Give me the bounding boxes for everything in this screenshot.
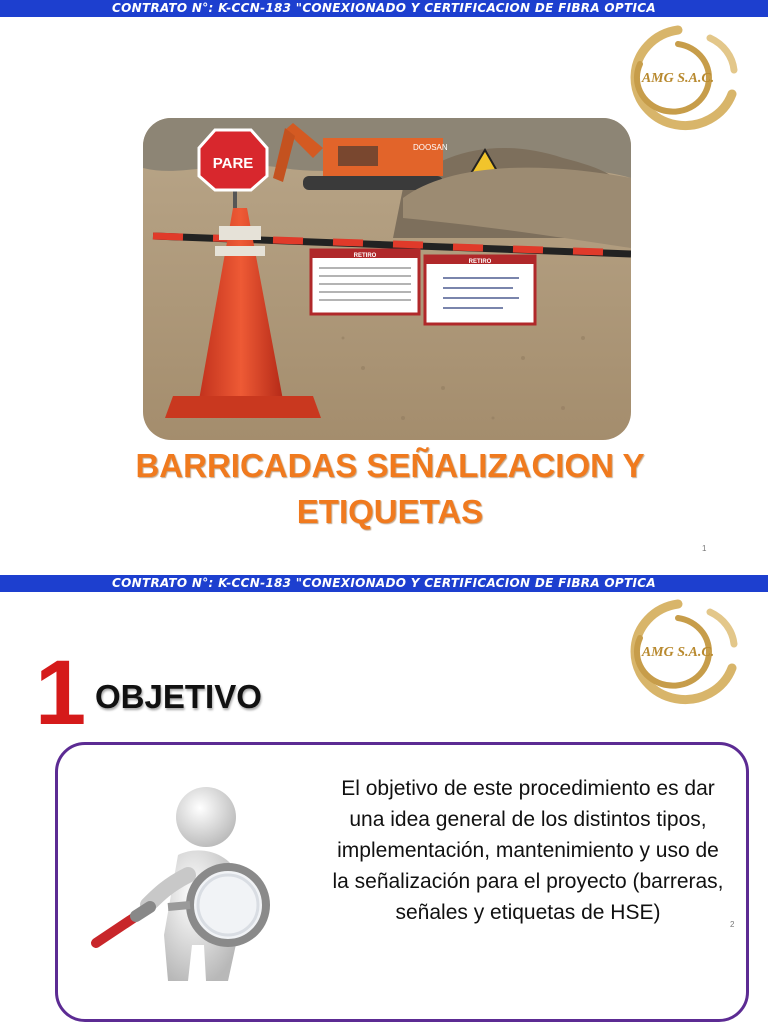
- stop-sign-text: PARE: [212, 155, 254, 172]
- slide-2: [0, 575, 768, 1024]
- barricade-photo: [143, 118, 631, 440]
- slide-title: [40, 443, 740, 535]
- card-left-header: RETIRO: [353, 253, 377, 259]
- slide-title-line-1: BARRICADAS SEÑALIZACION Y: [135, 447, 645, 484]
- logo-text: AMG S.A.C.: [641, 71, 715, 86]
- card-right-header: RETIRO: [468, 259, 492, 265]
- amg-logo: [612, 24, 744, 132]
- section-title: OBJETIVO: [95, 678, 262, 715]
- objective-box: [55, 742, 749, 1022]
- contract-banner: CONTRATO N°: K-CCN-183 "CONEXIONADO Y CERTIFICACION DE FIBRA OPTICA: [0, 575, 768, 592]
- contract-banner: CONTRATO N°: K-CCN-183 "CONEXIONADO Y CERTIFICACION DE FIBRA OPTICA: [0, 0, 768, 17]
- amg-logo: [612, 598, 744, 706]
- info-card-left: [311, 250, 419, 314]
- page-number: 2: [730, 920, 735, 929]
- info-card-right: [425, 256, 535, 324]
- objective-text: El objetivo de este procedimiento es dar una idea general de los distintos tipos, implementación, mantenimiento y uso de la señalización para el proyecto (barreras, señales y etiquetas de HSE): [332, 777, 724, 924]
- slide-title-line-2: ETIQUETAS: [296, 493, 484, 530]
- magnifier-figure-icon: [88, 775, 288, 985]
- section-number: 1: [35, 642, 87, 744]
- logo-text: AMG S.A.C.: [641, 645, 715, 660]
- excavator-brand: DOOSAN: [413, 143, 448, 152]
- page-number: 1: [702, 544, 707, 553]
